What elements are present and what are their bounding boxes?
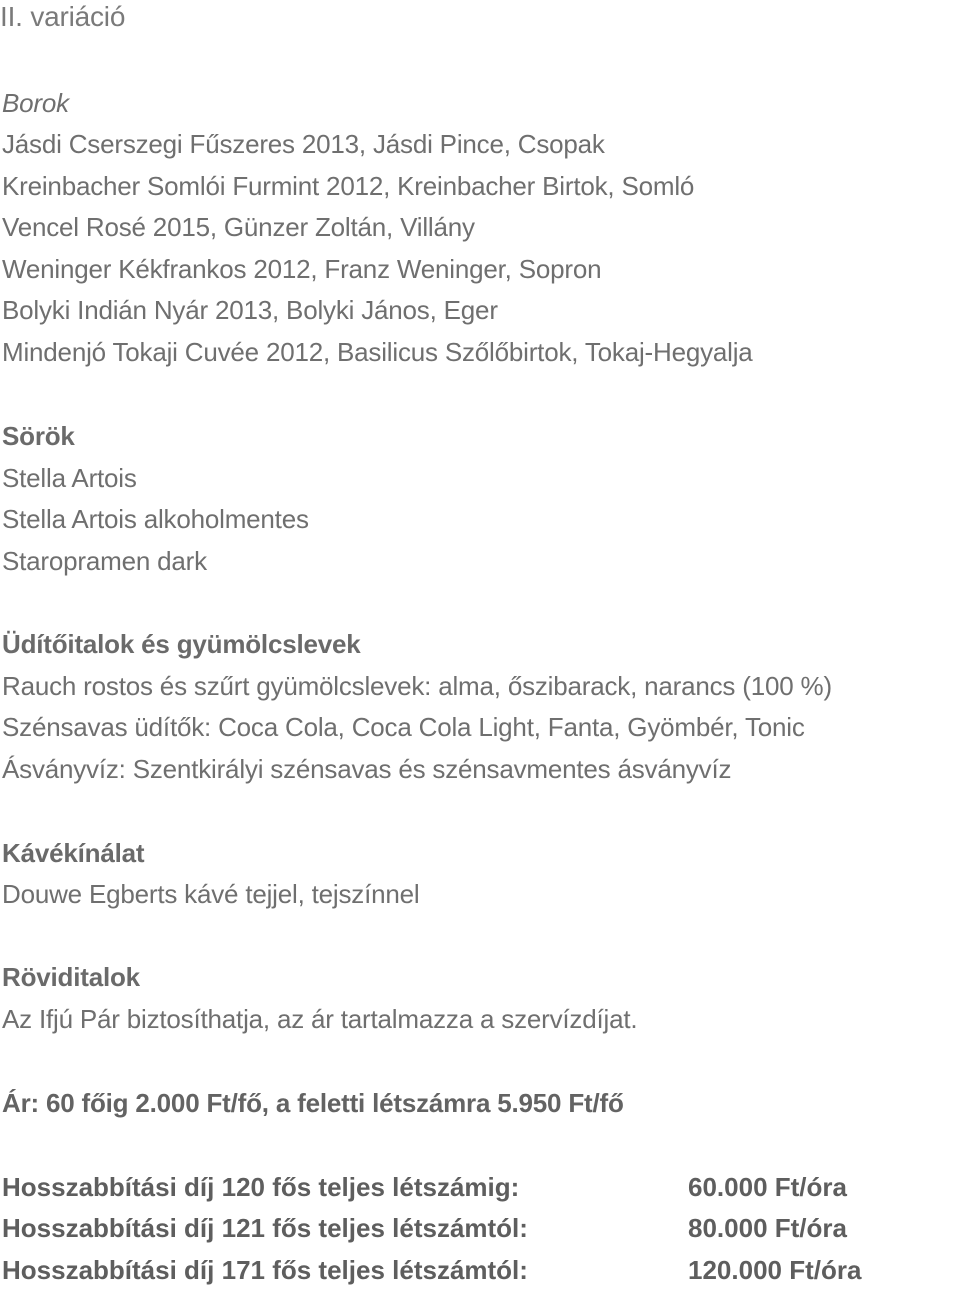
fee-label: Hosszabbítási díj 121 fős teljes létszámtól: xyxy=(2,1213,528,1243)
list-item: Az Ifjú Pár biztosíthatja, az ár tartalmazza a szervízdíjat. xyxy=(2,1004,638,1034)
fee-value: 60.000 Ft/óra xyxy=(688,1172,847,1202)
list-item: Szénsavas üdítők: Coca Cola, Coca Cola Light, Fanta, Gyömbér, Tonic xyxy=(2,712,805,742)
list-item: Staropramen dark xyxy=(2,546,207,576)
fee-label: Hosszabbítási díj 171 fős teljes létszámtól: xyxy=(2,1255,528,1285)
list-item: Bolyki Indián Nyár 2013, Bolyki János, Eger xyxy=(2,295,498,325)
fee-value: 80.000 Ft/óra xyxy=(688,1213,847,1243)
list-item: Vencel Rosé 2015, Günzer Zoltán, Villány xyxy=(2,212,475,242)
section-heading-borok: Borok xyxy=(2,88,69,118)
section-heading-roviditalok: Röviditalok xyxy=(2,962,140,992)
price-line: Ár: 60 főig 2.000 Ft/fő, a feletti létszámra 5.950 Ft/fő xyxy=(2,1088,624,1118)
section-heading-sorok: Sörök xyxy=(2,421,75,451)
fee-value: 120.000 Ft/óra xyxy=(688,1255,862,1285)
list-item: Stella Artois alkoholmentes xyxy=(2,504,309,534)
list-item: Stella Artois xyxy=(2,463,137,493)
section-heading-uditok: Üdítőitalok és gyümölcslevek xyxy=(2,629,361,659)
list-item: Kreinbacher Somlói Furmint 2012, Kreinbacher Birtok, Somló xyxy=(2,171,695,201)
list-item: Ásványvíz: Szentkirályi szénsavas és szénsavmentes ásványvíz xyxy=(2,754,732,784)
section-heading-kave: Kávékínálat xyxy=(2,838,145,868)
page-title: II. variáció xyxy=(0,1,126,32)
list-item: Douwe Egberts kávé tejjel, tejszínnel xyxy=(2,879,420,909)
fee-label: Hosszabbítási díj 120 fős teljes létszámig: xyxy=(2,1172,520,1202)
list-item: Weninger Kékfrankos 2012, Franz Weninger, Sopron xyxy=(2,254,602,284)
list-item: Jásdi Cserszegi Fűszeres 2013, Jásdi Pince, Csopak xyxy=(2,129,605,159)
list-item: Mindenjó Tokaji Cuvée 2012, Basilicus Szőlőbirtok, Tokaj-Hegyalja xyxy=(2,337,753,367)
list-item: Rauch rostos és szűrt gyümölcslevek: alma, őszibarack, narancs (100 %) xyxy=(2,671,832,701)
